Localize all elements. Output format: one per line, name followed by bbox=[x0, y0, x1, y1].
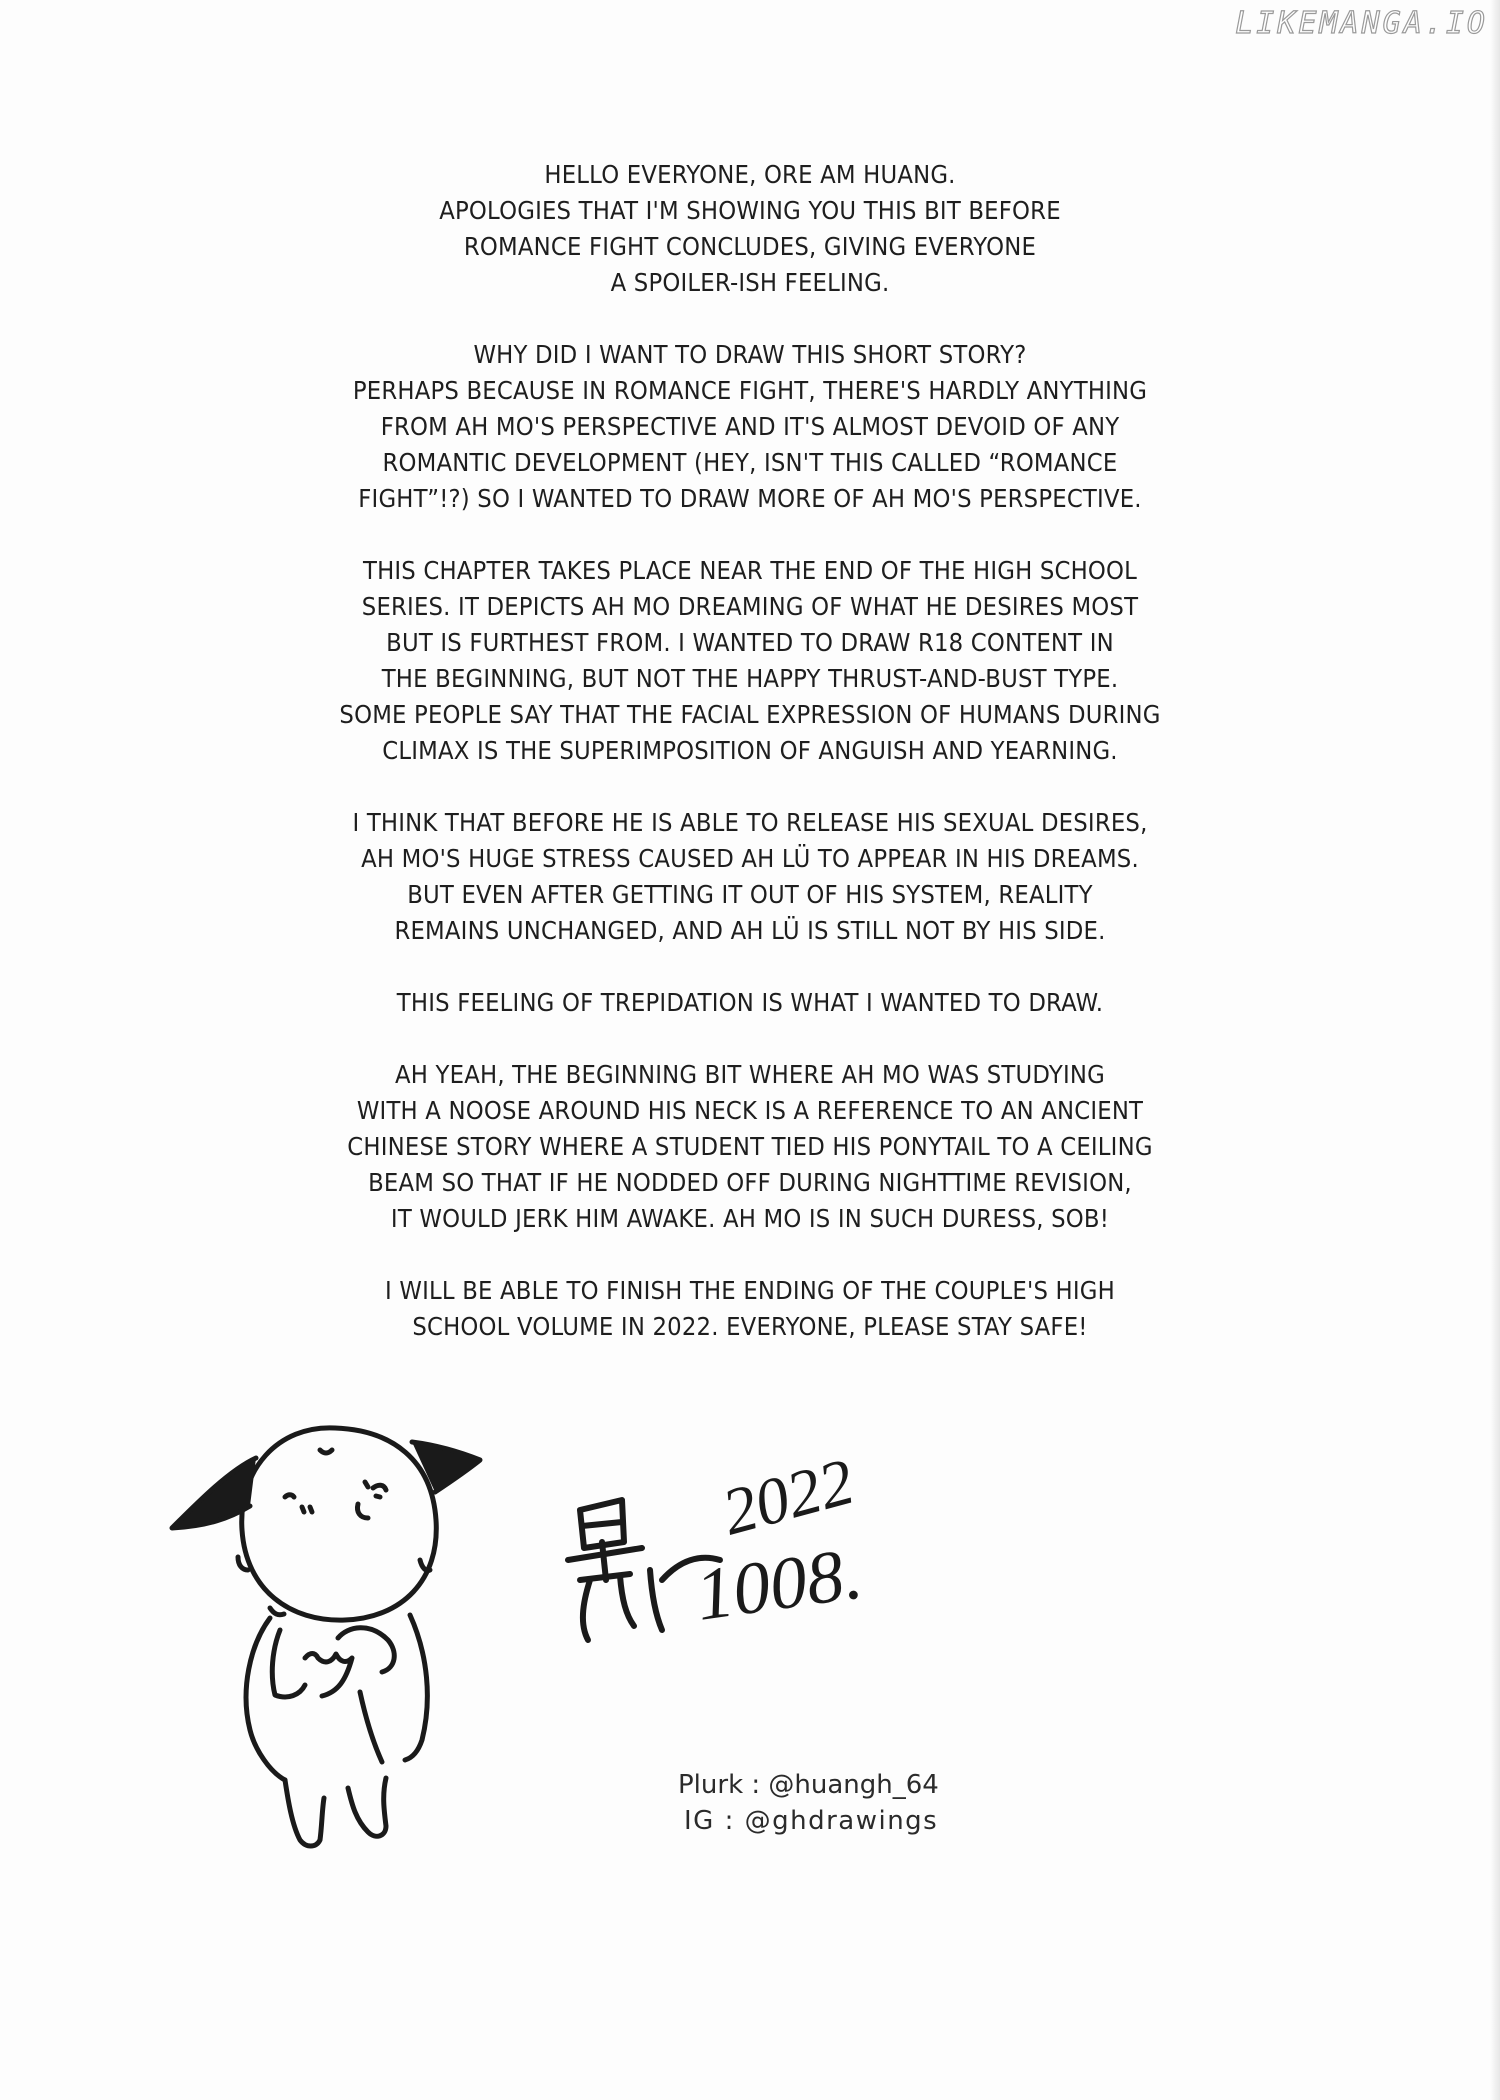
afterword-line: BUT EVEN AFTER GETTING IT OUT OF HIS SYSTEM, REALITY bbox=[407, 880, 1093, 909]
afterword-line: WITH A NOOSE AROUND HIS NECK IS A REFERENCE TO AN ANCIENT bbox=[356, 1096, 1144, 1125]
social-links bbox=[678, 1767, 939, 1839]
afterword-line: THIS CHAPTER TAKES PLACE NEAR THE END OF THE HIGH SCHOOL bbox=[362, 556, 1138, 585]
afterword-paragraph bbox=[250, 157, 1250, 301]
afterword-line: AH YEAH, THE BEGINNING BIT WHERE AH MO WAS STUDYING bbox=[395, 1060, 1105, 1089]
afterword-line: PERHAPS BECAUSE IN ROMANCE FIGHT, THERE'S HARDLY ANYTHING bbox=[352, 376, 1148, 405]
afterword-line: SOME PEOPLE SAY THAT THE FACIAL EXPRESSION OF HUMANS DURING bbox=[339, 700, 1161, 729]
afterword-line: THE BEGINNING, BUT NOT THE HAPPY THRUST-AND-BUST TYPE. bbox=[381, 664, 1119, 693]
afterword-line: THIS FEELING OF TREPIDATION IS WHAT I WANTED TO DRAW. bbox=[396, 988, 1104, 1017]
afterword-line: IT WOULD JERK HIM AWAKE. AH MO IS IN SUCH DURESS, SOB! bbox=[390, 1204, 1110, 1233]
afterword-line: A SPOILER-ISH FEELING. bbox=[610, 268, 890, 297]
svg-text:2022: 2022 bbox=[714, 1444, 862, 1550]
handwritten-signature bbox=[560, 1430, 960, 1660]
afterword-paragraph bbox=[250, 1057, 1250, 1237]
afterword-line: I THINK THAT BEFORE HE IS ABLE TO RELEASE HIS SEXUAL DESIRES, bbox=[352, 808, 1148, 837]
afterword-line: FROM AH MO'S PERSPECTIVE AND IT'S ALMOST DEVOID OF ANY bbox=[380, 412, 1120, 441]
chibi-character-doodle bbox=[160, 1400, 520, 1860]
instagram-handle: IG : @ghdrawings bbox=[684, 1806, 939, 1836]
afterword-line: ROMANTIC DEVELOPMENT (HEY, ISN'T THIS CALLED “ROMANCE bbox=[382, 448, 1118, 477]
afterword-line: I WILL BE ABLE TO FINISH THE ENDING OF THE COUPLE'S HIGH bbox=[385, 1276, 1115, 1305]
afterword-paragraph bbox=[250, 553, 1250, 769]
afterword-line: APOLOGIES THAT I'M SHOWING YOU THIS BIT BEFORE bbox=[439, 196, 1061, 225]
afterword-line: SCHOOL VOLUME IN 2022. EVERYONE, PLEASE STAY SAFE! bbox=[412, 1312, 1088, 1341]
afterword-line: AH MO'S HUGE STRESS CAUSED AH LÜ TO APPEAR IN HIS DREAMS. bbox=[361, 844, 1139, 873]
afterword-line: BEAM SO THAT IF HE NODDED OFF DURING NIGHTTIME REVISION, bbox=[368, 1168, 1132, 1197]
afterword-paragraph bbox=[250, 985, 1250, 1021]
afterword-line: BUT IS FURTHEST FROM. I WANTED TO DRAW R18 CONTENT IN bbox=[386, 628, 1114, 657]
svg-text:1008.: 1008. bbox=[690, 1532, 868, 1637]
afterword-line: SERIES. IT DEPICTS AH MO DREAMING OF WHAT HE DESIRES MOST bbox=[361, 592, 1139, 621]
afterword-line: ROMANCE FIGHT CONCLUDES, GIVING EVERYONE bbox=[463, 232, 1037, 261]
afterword-line: REMAINS UNCHANGED, AND AH LÜ IS STILL NOT BY HIS SIDE. bbox=[394, 916, 1106, 945]
afterword-line: CHINESE STORY WHERE A STUDENT TIED HIS PONYTAIL TO A CEILING bbox=[347, 1132, 1153, 1161]
site-watermark: LIKEMANGA.IO bbox=[1235, 6, 1488, 41]
afterword-line: HELLO EVERYONE, ORE AM HUANG. bbox=[544, 160, 956, 189]
page-edge-shadow bbox=[1490, 0, 1500, 2100]
afterword-line: CLIMAX IS THE SUPERIMPOSITION OF ANGUISH AND YEARNING. bbox=[382, 736, 1118, 765]
afterword-paragraph bbox=[250, 805, 1250, 949]
afterword-paragraph bbox=[250, 337, 1250, 517]
plurk-handle: Plurk : @huangh_64 bbox=[678, 1770, 939, 1800]
afterword-text bbox=[250, 157, 1250, 1381]
afterword-line: FIGHT”!?) SO I WANTED TO DRAW MORE OF AH MO'S PERSPECTIVE. bbox=[358, 484, 1142, 513]
afterword-paragraph bbox=[250, 1273, 1250, 1345]
afterword-line: WHY DID I WANT TO DRAW THIS SHORT STORY? bbox=[473, 340, 1027, 369]
